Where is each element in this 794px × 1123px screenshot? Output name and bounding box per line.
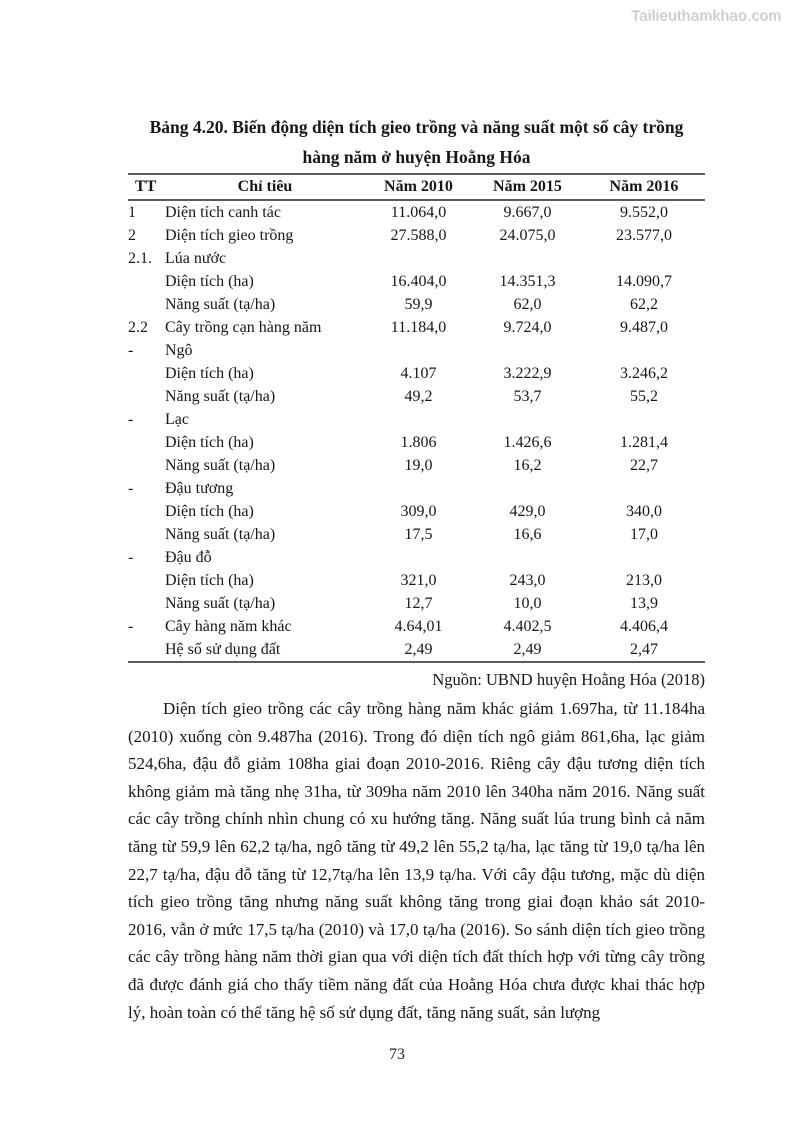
tt-cell: 1 (128, 203, 136, 221)
label-cell: Diện tích canh tác (165, 203, 281, 221)
value-cell (472, 339, 583, 362)
value-cell (583, 247, 705, 270)
table-caption (128, 112, 705, 172)
value-cell (472, 408, 583, 431)
value-cell: 13,9 (630, 594, 658, 612)
tt-cell (128, 385, 165, 408)
label-cell: Lúa nước (165, 249, 227, 267)
value-cell: 340,0 (626, 502, 662, 520)
tt-cell: - (128, 548, 134, 566)
value-cell: 243,0 (509, 571, 546, 589)
label-cell: Ngô (165, 341, 193, 359)
value-cell (365, 408, 472, 431)
label-cell: Năng suất (tạ/ha) (165, 594, 276, 612)
value-cell: 16.404,0 (390, 272, 447, 290)
label-cell: Cây hàng năm khác (165, 617, 292, 635)
tt-cell (128, 500, 165, 523)
value-cell: 2,49 (513, 640, 542, 658)
table-source: Nguồn: UBND huyện Hoằng Hóa (2018) (432, 670, 705, 689)
value-cell: 9.724,0 (503, 318, 552, 336)
value-cell: 14.351,3 (499, 272, 556, 290)
table-row (128, 454, 705, 477)
label-cell: Diện tích (ha) (165, 272, 254, 290)
value-cell: 3.222,9 (503, 364, 552, 382)
value-cell: 27.588,0 (390, 226, 447, 244)
value-cell: 9.667,0 (503, 203, 552, 221)
table-row (128, 385, 705, 408)
value-cell (583, 339, 705, 362)
tt-cell (128, 362, 165, 385)
value-cell: 213,0 (626, 571, 662, 589)
value-cell: 11.064,0 (390, 203, 447, 221)
value-cell: 11.184,0 (390, 318, 447, 336)
value-cell (472, 546, 583, 569)
value-cell: 2,49 (404, 640, 433, 658)
tt-cell (128, 523, 165, 546)
tt-cell (128, 638, 165, 662)
tt-cell: - (128, 617, 134, 635)
watermark: Tailieuthamkhao.com (631, 8, 782, 25)
value-cell: 1.426,6 (503, 433, 552, 451)
tt-cell (128, 454, 165, 477)
tt-cell: - (128, 341, 134, 359)
value-cell: 4.107 (400, 364, 437, 382)
tt-cell: 2.2 (128, 318, 148, 336)
value-cell: 429,0 (509, 502, 546, 520)
column-header-tt: TT (128, 174, 165, 200)
value-cell: 22,7 (630, 456, 658, 474)
value-cell: 49,2 (404, 387, 433, 405)
value-cell (365, 546, 472, 569)
table-row (128, 339, 705, 362)
label-cell: Hệ số sử dụng đất (165, 640, 281, 658)
column-header-nam-2015: Năm 2015 (472, 174, 583, 200)
value-cell (583, 477, 705, 500)
value-cell: 12,7 (404, 594, 433, 612)
tt-cell (128, 431, 165, 454)
tt-cell (128, 592, 165, 615)
label-cell: Đậu đỗ (165, 548, 212, 566)
value-cell: 4.402,5 (503, 617, 552, 635)
value-cell: 3.246,2 (620, 364, 668, 382)
value-cell: 309,0 (400, 502, 437, 520)
column-header-chi-tieu: Chỉ tiêu (165, 174, 365, 200)
table-row (128, 408, 705, 431)
label-cell: Năng suất (tạ/ha) (165, 525, 276, 543)
value-cell: 17,5 (404, 525, 433, 543)
tt-cell (128, 293, 165, 316)
table-row (128, 500, 705, 523)
table-row (128, 523, 705, 546)
value-cell: 321,0 (400, 571, 437, 589)
value-cell: 4.64,01 (394, 617, 443, 635)
tt-cell: 2 (128, 226, 136, 244)
value-cell: 9.552,0 (620, 203, 668, 221)
value-cell: 53,7 (513, 387, 542, 405)
value-cell: 16,2 (513, 456, 542, 474)
table-row (128, 592, 705, 615)
table-row (128, 362, 705, 385)
value-cell: 1.806 (400, 433, 437, 451)
table-row (128, 247, 705, 270)
value-cell: 62,2 (630, 295, 658, 313)
value-cell: 9.487,0 (620, 318, 668, 336)
value-cell: 59,9 (404, 295, 433, 313)
value-cell: 14.090,7 (616, 272, 672, 290)
table-row (128, 615, 705, 638)
label-cell: Đậu tương (165, 479, 234, 497)
label-cell: Cây trồng cạn hàng năm (165, 318, 322, 336)
value-cell (365, 339, 472, 362)
table-caption-line-2: hàng năm ở huyện Hoằng Hóa (302, 147, 531, 167)
value-cell (583, 408, 705, 431)
label-cell: Năng suất (tạ/ha) (165, 387, 276, 405)
value-cell: 62,0 (513, 295, 542, 313)
value-cell: 10,0 (513, 594, 542, 612)
value-cell: 55,2 (630, 387, 658, 405)
tt-cell: - (128, 479, 134, 497)
label-cell: Diện tích (ha) (165, 502, 254, 520)
tt-cell (128, 270, 165, 293)
table-row (128, 431, 705, 454)
value-cell (472, 477, 583, 500)
label-cell: Diện tích gieo trồng (165, 226, 294, 244)
value-cell: 16,6 (513, 525, 542, 543)
table-row (128, 546, 705, 569)
label-cell: Diện tích (ha) (165, 571, 254, 589)
table-row (128, 224, 705, 247)
column-header-nam-2016: Năm 2016 (583, 174, 705, 200)
label-cell: Diện tích (ha) (165, 433, 254, 451)
tt-cell: - (128, 410, 134, 428)
value-cell: 23.577,0 (616, 226, 672, 244)
label-cell: Năng suất (tạ/ha) (165, 456, 276, 474)
value-cell (583, 546, 705, 569)
value-cell (472, 247, 583, 270)
value-cell: 2,47 (630, 640, 658, 658)
value-cell: 1.281,4 (620, 433, 668, 451)
label-cell: Lạc (165, 410, 189, 428)
crop-statistics-table (128, 173, 705, 663)
value-cell (365, 477, 472, 500)
table-row (128, 270, 705, 293)
body-paragraph: Diện tích gieo trồng các cây trồng hàng năm khác giảm 1.697ha, từ 11.184ha (2010) xuống còn 9.487ha (2016). Trong đó diện tích ngô giảm 861,6ha, lạc giảm 524,6ha, đậu đỗ giảm 108ha giai đoạn 2010-2016. Riêng cây đậu tương diện tích không giảm mà tăng nhẹ 31ha, từ 309ha năm 2010 lên 340ha năm 2016. Năng suất các cây trồng chính nhìn chung có xu hướng tăng. Năng suất lúa trung bình cả năm tăng từ 59,9 lên 62,2 tạ/ha, ngô tăng từ 49,2 lên 55,2 tạ/ha, lạc tăng từ 19,0 tạ/ha lên 22,7 tạ/ha, đậu đỗ tăng từ 12,7tạ/ha lên 13,9 tạ/ha. Với cây đậu tương, mặc dù diện tích gieo trồng tăng nhưng năng suất không tăng trong giai đoạn khảo sát 2010-2016, vẫn ở mức 17,5 tạ/ha (2010) và 17,0 tạ/ha (2016). So sánh diện tích gieo trồng các cây trồng hàng năm thời gian qua với diện tích đất thích hợp với từng cây trồng đã được đánh giá cho thấy tiềm năng đất của Hoằng Hóa chưa được khai thác hợp lý, hoàn toàn có thể tăng hệ số sử dụng đất, tăng năng suất, sản lượng (128, 699, 705, 1022)
column-header-nam-2010: Năm 2010 (365, 174, 472, 200)
tt-cell: 2.1. (128, 249, 152, 267)
table-caption-line-1: Bảng 4.20. Biến động diện tích gieo trồng và năng suất một số cây trồng (149, 117, 684, 137)
document-body (128, 112, 705, 1043)
table-row (128, 200, 705, 224)
value-cell: 4.406,4 (620, 617, 668, 635)
table-row (128, 638, 705, 662)
table-header-row (128, 174, 705, 200)
table-row (128, 293, 705, 316)
value-cell: 19,0 (404, 456, 433, 474)
tt-cell (128, 569, 165, 592)
label-cell: Diện tích (ha) (165, 364, 254, 382)
table-row (128, 477, 705, 500)
value-cell: 17,0 (630, 525, 658, 543)
value-cell (365, 247, 472, 270)
label-cell: Năng suất (tạ/ha) (165, 295, 276, 313)
page-number: 73 (389, 1046, 405, 1063)
table-row (128, 316, 705, 339)
table-row (128, 569, 705, 592)
value-cell: 24.075,0 (499, 226, 556, 244)
